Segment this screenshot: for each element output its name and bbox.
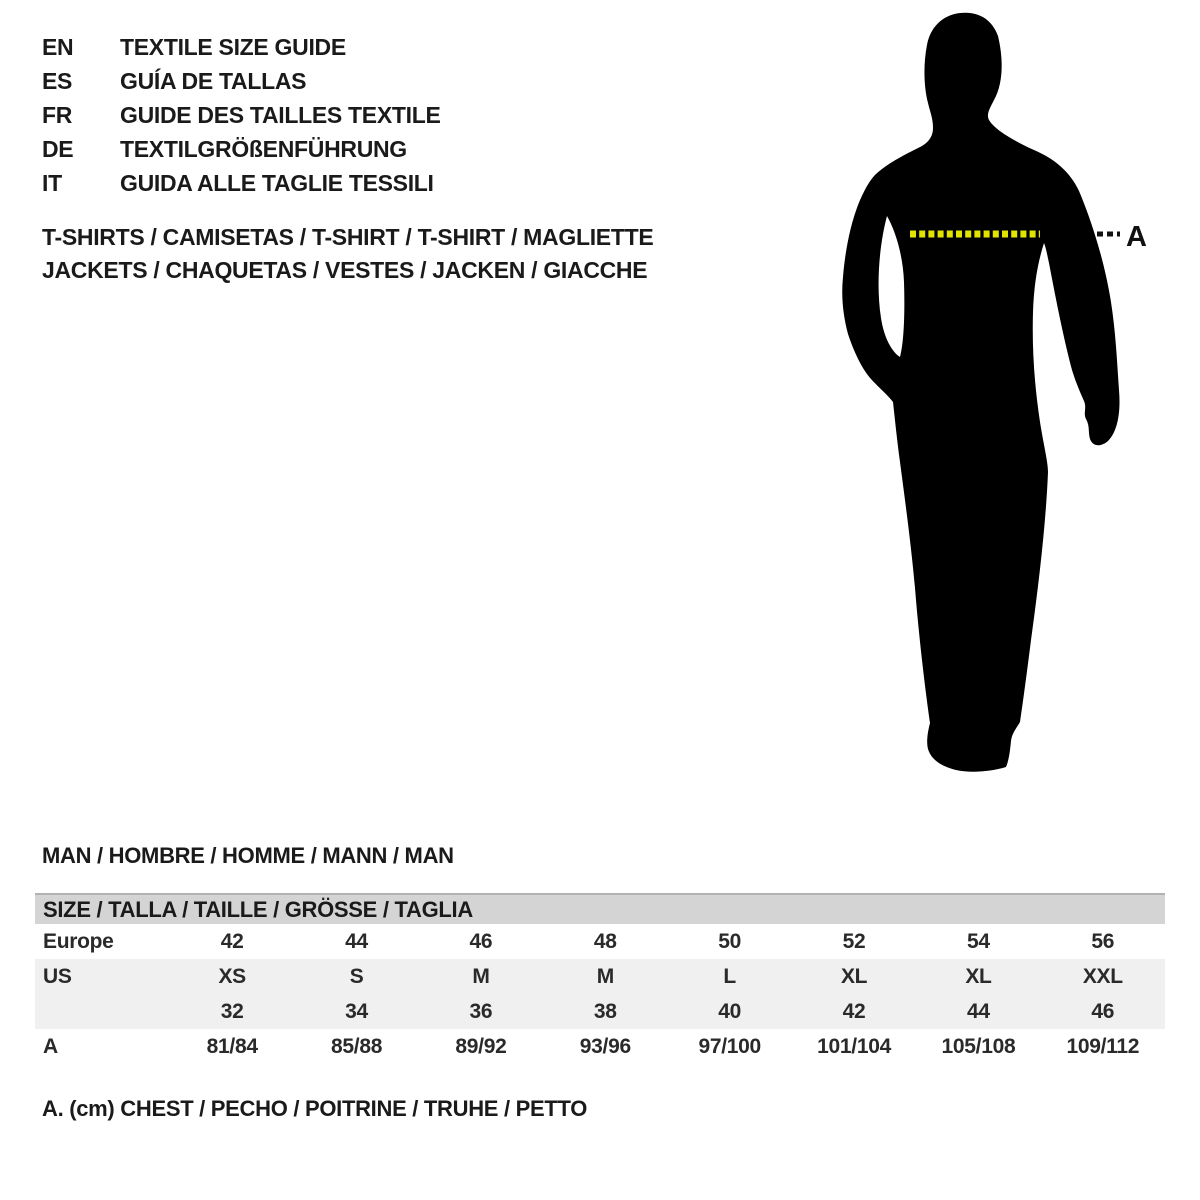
lang-row-de <box>42 132 441 166</box>
size-table <box>35 893 1165 1064</box>
size-cell: XL <box>840 964 868 988</box>
size-table-header: SIZE / TALLA / TAILLE / GRÖSSE / TAGLIA <box>35 893 1165 924</box>
size-cell: 85/88 <box>331 1034 383 1058</box>
size-cell: M <box>596 964 614 988</box>
row-label: Europe <box>43 929 114 953</box>
man-silhouette <box>842 13 1119 772</box>
lang-label: GUIDA ALLE TAGLIE TESSILI <box>120 169 434 196</box>
size-cell: 109/112 <box>1066 1034 1140 1058</box>
size-cell: 42 <box>842 999 866 1023</box>
table-row-us <box>35 959 1165 994</box>
lang-row-en <box>42 30 441 64</box>
lang-label: TEXTILGRÖßENFÜHRUNG <box>120 135 407 162</box>
size-cell: M <box>472 964 490 988</box>
lang-code: FR <box>42 101 73 128</box>
size-cell: S <box>349 964 364 988</box>
size-cell: XS <box>218 964 246 988</box>
table-row-chest-a <box>35 1029 1165 1064</box>
size-cell: 54 <box>967 929 990 953</box>
size-cell: 46 <box>469 929 493 953</box>
size-cell: 50 <box>718 929 742 953</box>
lang-code: IT <box>42 169 62 196</box>
size-cell: 105/108 <box>941 1034 1016 1058</box>
size-cell: 44 <box>967 999 990 1023</box>
row-label: A <box>43 1034 58 1058</box>
man-silhouette-figure <box>820 0 1200 790</box>
table-row-europe <box>35 924 1165 959</box>
measurement-footnote: A. (cm) CHEST / PECHO / POITRINE / TRUHE / PETTO <box>42 1096 588 1121</box>
section-title-man: MAN / HOMBRE / HOMME / MANN / MAN <box>42 843 454 868</box>
size-cell: XXL <box>1082 964 1123 988</box>
size-cell: 38 <box>593 999 617 1023</box>
lang-row-fr <box>42 98 441 132</box>
lang-row-es <box>42 64 441 98</box>
lang-label: GUIDE DES TAILLES TEXTILE <box>120 101 441 128</box>
lang-label: TEXTILE SIZE GUIDE <box>120 33 346 60</box>
size-cell: 34 <box>345 999 368 1023</box>
size-cell: 89/92 <box>455 1034 507 1058</box>
row-label: US <box>43 964 72 988</box>
size-cell: 32 <box>220 999 244 1023</box>
category-tshirts: T-SHIRTS / CAMISETAS / T-SHIRT / T-SHIRT / MAGLIETTE <box>42 224 654 250</box>
silhouette-svg <box>820 0 1200 790</box>
garment-categories <box>42 221 653 287</box>
size-cell: 46 <box>1091 999 1115 1023</box>
size-cell: 42 <box>220 929 244 953</box>
category-jackets: JACKETS / CHAQUETAS / VESTES / JACKEN / GIACCHE <box>42 257 648 283</box>
lang-code: EN <box>42 33 74 60</box>
size-cell: 56 <box>1091 929 1115 953</box>
size-cell: L <box>723 964 736 988</box>
size-cell: 81/84 <box>206 1034 258 1058</box>
table-row-numeric <box>35 994 1165 1029</box>
size-cell: 93/96 <box>579 1034 631 1058</box>
language-guide <box>42 30 441 200</box>
size-cell: 44 <box>345 929 368 953</box>
size-cell: 48 <box>593 929 617 953</box>
size-cell: 40 <box>718 999 742 1023</box>
lang-label: GUÍA DE TALLAS <box>120 67 307 94</box>
size-cell: XL <box>965 964 992 988</box>
lang-row-it <box>42 166 441 200</box>
size-cell: 52 <box>842 929 866 953</box>
lang-code: ES <box>42 67 73 94</box>
size-cell: 101/104 <box>817 1034 891 1058</box>
lang-code: DE <box>42 135 74 162</box>
size-cell: 97/100 <box>698 1034 761 1058</box>
size-cell: 36 <box>469 999 493 1023</box>
measure-label-a: A <box>1126 221 1147 253</box>
